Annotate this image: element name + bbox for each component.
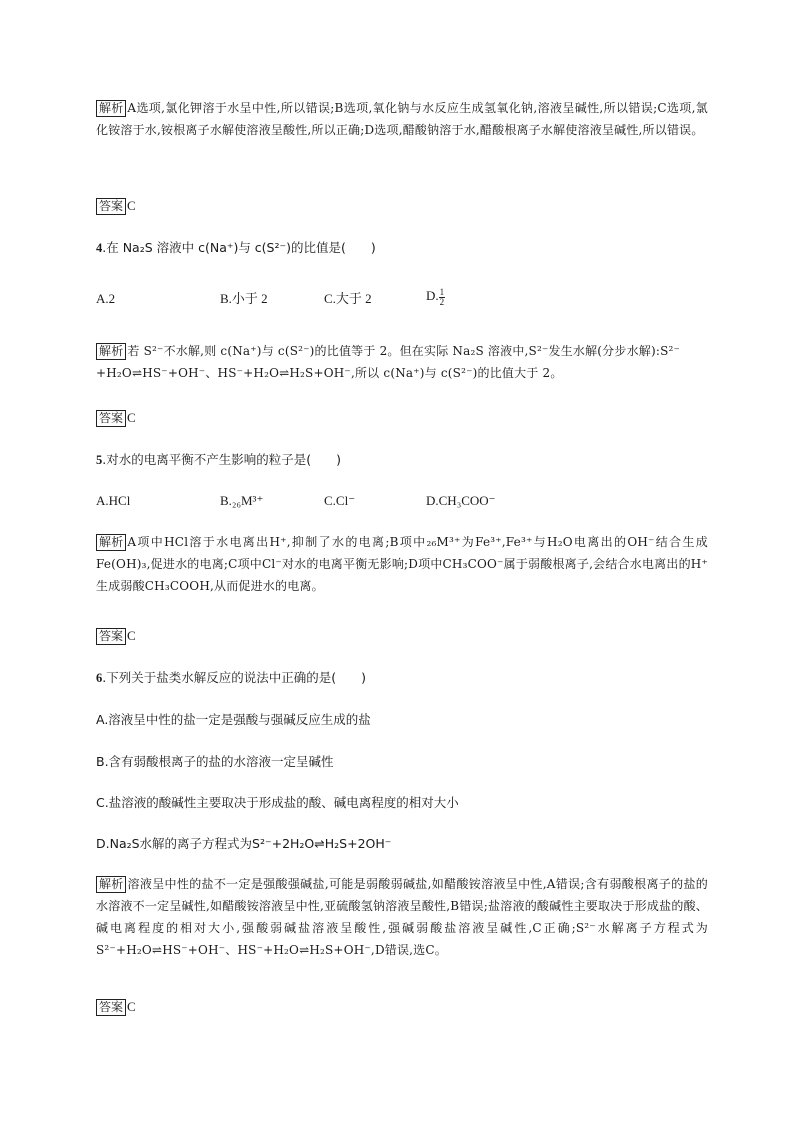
q4-stem-text: .在 Na₂S 溶液中 c(Na⁺)与 c(S²⁻)的比值是( ) xyxy=(102,240,376,255)
q6-option-c[interactable]: C.盐溶液的酸碱性主要取决于形成盐的酸、碱电离程度的相对大小 xyxy=(96,795,459,810)
answer-label: 答案 xyxy=(96,410,126,427)
q6-number: 6 xyxy=(96,671,103,685)
fraction-numerator: 1 xyxy=(439,286,445,297)
q6-option-a[interactable]: A.溶液呈中性的盐一定是强酸与强碱反应生成的盐 xyxy=(96,712,371,727)
analysis-label: 解析 xyxy=(96,343,126,360)
q6-analysis-text: 溶液呈中性的盐不一定是强酸强碱盐,可能是弱酸弱碱盐,如醋酸铵溶液呈中性,A错误;含有弱酸根离子的盐的水溶液不一定呈碱性,如醋酸铵溶液呈中性,亚硫酸氢钠溶液呈酸性,B错误;盐溶液的酸碱性主要取决于形成盐的酸、碱电离程度的相对大小,强酸弱碱盐溶液呈酸性,强碱弱酸盐溶液呈碱性,C正确;S²⁻水解离子方程式为S²⁻+H₂O⇌HS⁻+OH⁻、HS⁻+H₂O⇌H₂S+OH⁻,D错误,选C。 xyxy=(96,877,708,957)
q5-answer-value: C xyxy=(127,628,136,643)
q4-number: 4 xyxy=(96,241,103,255)
q5-option-c[interactable]: C.Cl⁻ xyxy=(324,493,356,508)
q5-analysis-text: A项中HCl溶于水电离出H⁺,抑制了水的电离;B项中₂₆M³⁺为Fe³⁺,Fe³⁺与H₂O电离出的OH⁻结合生成Fe(OH)₃,促进水的电离;C项中Cl⁻对水的电离平衡无影响;D项中CH₃COO⁻属于弱酸根离子,会结合水电离出的H⁺生成弱酸CH₃COOH,从而促进水的电离。 xyxy=(96,535,708,593)
q5-answer xyxy=(96,627,136,645)
q5-stem xyxy=(96,451,341,469)
q4-option-a[interactable]: A.2 xyxy=(96,291,116,306)
q4-option-b[interactable]: B.小于 2 xyxy=(220,291,268,306)
q6-analysis xyxy=(96,873,708,961)
q4-option-d-prefix: D. xyxy=(426,288,439,303)
q6-answer xyxy=(96,998,136,1016)
q4-answer-value: C xyxy=(127,410,136,425)
analysis-label: 解析 xyxy=(96,100,126,117)
q6-stem-text: .下列关于盐类水解反应的说法中正确的是( ) xyxy=(102,670,366,685)
q5-option-b[interactable]: B.₂₆M³⁺ xyxy=(220,493,264,508)
q5-option-a[interactable]: A.HCl xyxy=(96,493,131,508)
q5-analysis xyxy=(96,531,708,597)
q6-answer-value: C xyxy=(127,999,136,1014)
q4-answer xyxy=(96,409,136,427)
analysis-label: 解析 xyxy=(96,876,126,893)
q5-options xyxy=(96,492,708,512)
q5-number: 5 xyxy=(96,453,103,467)
q6-option-d[interactable]: D.Na₂S水解的离子方程式为S²⁻+2H₂O⇌H₂S+2OH⁻ xyxy=(96,836,392,851)
answer-label: 答案 xyxy=(96,999,126,1016)
q4-analysis-line1: 若 S²⁻不水解,则 c(Na⁺)与 c(S²⁻)的比值等于 2。但在实际 Na₂S 溶液中,S²⁻发生水解(分步水解):S²⁻ xyxy=(127,344,681,358)
answer-label: 答案 xyxy=(96,628,126,645)
analysis-label: 解析 xyxy=(96,534,126,551)
q4-analysis xyxy=(96,340,708,384)
q4-option-c[interactable]: C.大于 2 xyxy=(324,291,372,306)
q5-option-d[interactable]: D.CH₃COO⁻ xyxy=(426,493,496,508)
q4-option-d-fraction xyxy=(439,288,446,307)
q3-analysis xyxy=(96,97,708,141)
answer-label: 答案 xyxy=(96,198,126,215)
q6-option-b[interactable]: B.含有弱酸根离子的盐的水溶液一定呈碱性 xyxy=(96,754,334,769)
q4-stem xyxy=(96,239,376,257)
q4-options xyxy=(96,286,708,310)
q3-answer-value: C xyxy=(127,198,136,213)
q4-analysis-line2: +H₂O⇌HS⁻+OH⁻、HS⁻+H₂O⇌H₂S+OH⁻,所以 c(Na⁺)与 c(S²⁻)的比值大于 2。 xyxy=(96,366,563,380)
q6-stem xyxy=(96,669,366,687)
q5-stem-text: .对水的电离平衡不产生影响的粒子是( ) xyxy=(102,452,341,467)
q3-answer xyxy=(96,197,136,215)
fraction-denominator: 2 xyxy=(439,296,445,307)
q3-analysis-text: A选项,氯化钾溶于水呈中性,所以错误;B选项,氧化钠与水反应生成氢氧化钠,溶液呈碱性,所以错误;C选项,氯化铵溶于水,铵根离子水解使溶液呈酸性,所以正确;D选项,醋酸钠溶于水,醋酸根离子水解使溶液呈碱性,所以错误。 xyxy=(96,101,708,137)
q4-option-d[interactable] xyxy=(426,287,445,307)
